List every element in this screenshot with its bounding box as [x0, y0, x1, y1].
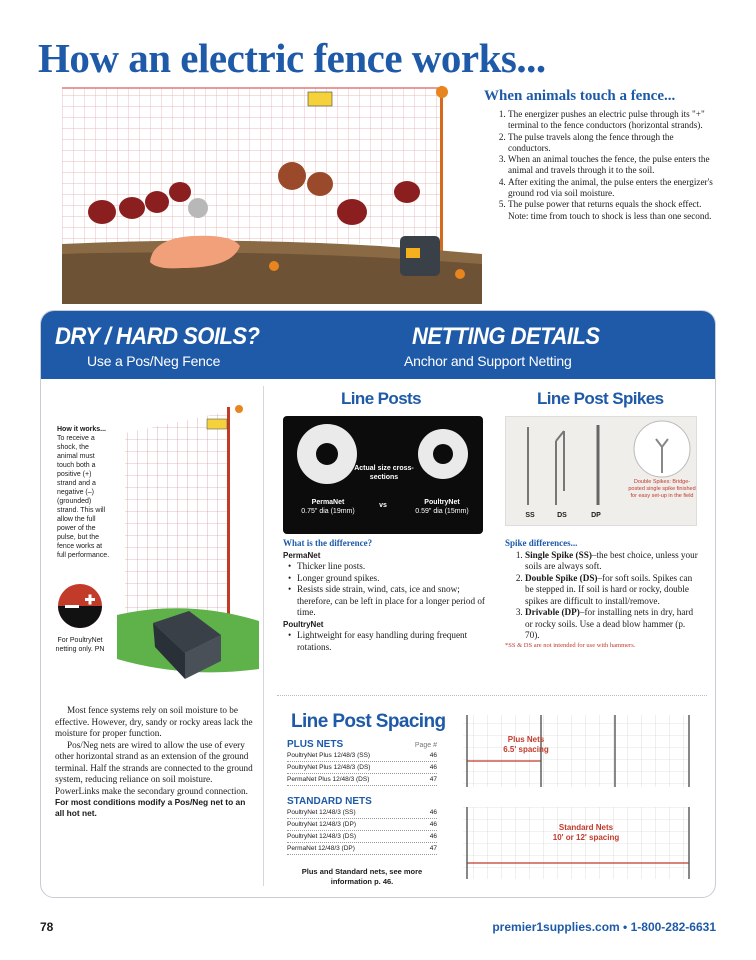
permanet-point: • Resists side strain, wind, cats, ice and snow; therefore, can be left in place for a longer period of time. [283, 584, 489, 619]
post1-size: 0.75" dia (19mm) [301, 508, 355, 515]
netting-details-subheading: Anchor and Support Netting [404, 353, 572, 369]
page-number: 78 [40, 920, 54, 934]
spec-row [287, 819, 437, 831]
spike-footnote: *SS & DS are not intended for use with hammers. [505, 641, 636, 649]
post-cross-sections [283, 416, 483, 496]
line-posts-photo [283, 416, 483, 534]
plus-diagram-spacing: 6.5' spacing [503, 745, 549, 754]
spec-name: PoultryNet 12/48/3 (SS) [287, 809, 356, 816]
plus-nets-title: PLUS NETS [287, 739, 344, 750]
animals-step: 2. The pulse travels along the fence through the conductors. [508, 132, 716, 155]
spike-item [525, 573, 701, 608]
posneg-badge-icon [57, 583, 103, 629]
spike-shapes [512, 421, 622, 517]
posneg-note: For most conditions modify a Pos/Neg net to an all hot net. [55, 797, 246, 818]
spec-page: 46 [429, 752, 437, 759]
spike-label: DP [591, 512, 601, 519]
vs-label: vs [379, 502, 387, 509]
caution-sign [308, 92, 332, 106]
spec-row [287, 750, 437, 762]
animals-step: 5. The pulse power that returns equals the shock effect. Note: time from touch to shock is less than one second. [508, 199, 716, 222]
badge-caption: For PoultryNet netting only. PN [55, 637, 105, 653]
post2-size: 0.59" dia (15mm) [415, 508, 469, 515]
spec-name: PermaNet Plus 12/48/3 (DS) [287, 776, 370, 783]
details-panel [40, 310, 716, 898]
spec-name: PoultryNet 12/48/3 (DS) [287, 833, 357, 840]
animals-heading: When animals touch a fence... [484, 88, 676, 104]
posneg-paragraph: Most fence systems rely on soil moisture to be effective. However, dry, sandy or rocky areas lack the moisture for proper function. [55, 705, 253, 738]
poultrynet-point: • Lightweight for easy handling during frequent rotations. [283, 630, 489, 653]
posneg-paragraph: Pos/Neg nets are wired to allow the use of every other horizontal strand as an extension of the ground terminal. Half the strands are connected to the ground system, reducing reliance on soil moisture. PowerLinks make the secondary ground connection. [55, 739, 253, 796]
spike-label: DS [557, 512, 567, 519]
photo-center-label: Actual size cross-sections [354, 465, 414, 481]
difference-heading: What is the difference? [283, 538, 373, 548]
double-spike-inset [632, 419, 692, 479]
spacing-divider [277, 695, 707, 696]
spec-page: 46 [429, 821, 437, 828]
animals-step: 3. When an animal touches the fence, the pulse enters the animal and travels through it to the soil. [508, 154, 716, 177]
spike-item [525, 550, 701, 573]
post2-name: PoultryNet [424, 499, 460, 506]
spike-differences-heading: Spike differences... [505, 538, 578, 548]
spike-item-name: Drivable (DP) [525, 607, 580, 617]
website-contact: premier1supplies.com • 1-800-282-6631 [492, 920, 716, 934]
spike-label: SS [525, 512, 535, 519]
spec-page: 47 [429, 845, 437, 852]
spike-inset-caption: Double Spikes: Bridge-posted single spike finished for easy set-up in the field [628, 479, 696, 499]
permanet-point: • Longer ground spikes. [283, 573, 489, 585]
how-it-works-title: How it works... [57, 426, 107, 433]
plus-diagram-label: Plus Nets [507, 735, 545, 744]
how-it-works-text: To receive a shock, the animal must touch both a positive (+) strand and a negative (–) (grounded) strand. This will allow the full power of the pulse, but the fence works at full performance. [57, 435, 110, 559]
spec-row [287, 831, 437, 843]
spike-item-text: –for installing nets in dry, hard or rocky soils. Use a dead blow hammer (p. 70). [525, 607, 694, 640]
dry-soils-subheading: Use a Pos/Neg Fence [87, 353, 221, 369]
standard-diagram-label: Standard Nets [558, 823, 614, 832]
animals-step: 4. After exiting the animal, the pulse enters the energizer's ground rod via soil moisture. [508, 177, 716, 200]
spike-item [525, 607, 701, 642]
spec-name: PoultryNet Plus 12/48/3 (SS) [287, 752, 371, 759]
spec-page: 47 [429, 776, 437, 783]
spec-page: 46 [429, 833, 437, 840]
spike-item-text: –for soft soils. Spikes can be stepped in. If soil is hard or rocky, double spikes are difficult to install/remove. [525, 572, 693, 606]
dry-soils-heading: DRY / HARD SOILS? [55, 323, 260, 350]
standard-diagram-spacing: 10' or 12' spacing [552, 833, 620, 842]
page-title: How an electric fence works... [38, 35, 546, 81]
spec-name: PoultryNet 12/48/3 (DP) [287, 821, 357, 828]
page-column-label: Page # [414, 742, 437, 749]
posneg-fence-illustration [117, 403, 259, 695]
spec-page: 46 [429, 764, 437, 771]
line-post-spikes-heading: Line Post Spikes [537, 389, 664, 408]
permanet-label: PermaNet [283, 550, 321, 560]
section-banner [41, 311, 716, 379]
spike-item-name: Double Spike (DS) [525, 572, 598, 583]
post1-name: PermaNet [311, 499, 345, 506]
spike-item-text: –the best choice, unless your soils are always soft. [525, 549, 698, 571]
spike-item-name: Single Spike (SS) [525, 549, 592, 560]
spikes-photo [505, 416, 697, 526]
spec-page: 46 [429, 809, 437, 816]
animals-step: 1. The energizer pushes an electric pulse through its "+" terminal to the fence conductors (horizontal strands). [508, 109, 716, 132]
standard-nets-title: STANDARD NETS [287, 796, 372, 807]
line-posts-heading: Line Posts [341, 389, 421, 408]
spec-row [287, 843, 437, 855]
spacing-footer-note: Plus and Standard nets, see more information p. 46. [301, 867, 423, 886]
fence-illustration [62, 84, 482, 304]
spec-row [287, 762, 437, 774]
spacing-heading: Line Post Spacing [291, 711, 446, 732]
permanet-point: • Thicker line posts. [283, 561, 489, 573]
netting-details-heading: NETTING DETAILS [412, 323, 600, 350]
spec-row [287, 774, 437, 786]
column-divider [263, 386, 264, 886]
spec-name: PermaNet 12/48/3 (DP) [287, 845, 355, 852]
spec-row [287, 807, 437, 819]
poultrynet-label: PoultryNet [283, 619, 324, 629]
spec-name: PoultryNet Plus 12/48/3 (DS) [287, 764, 371, 771]
